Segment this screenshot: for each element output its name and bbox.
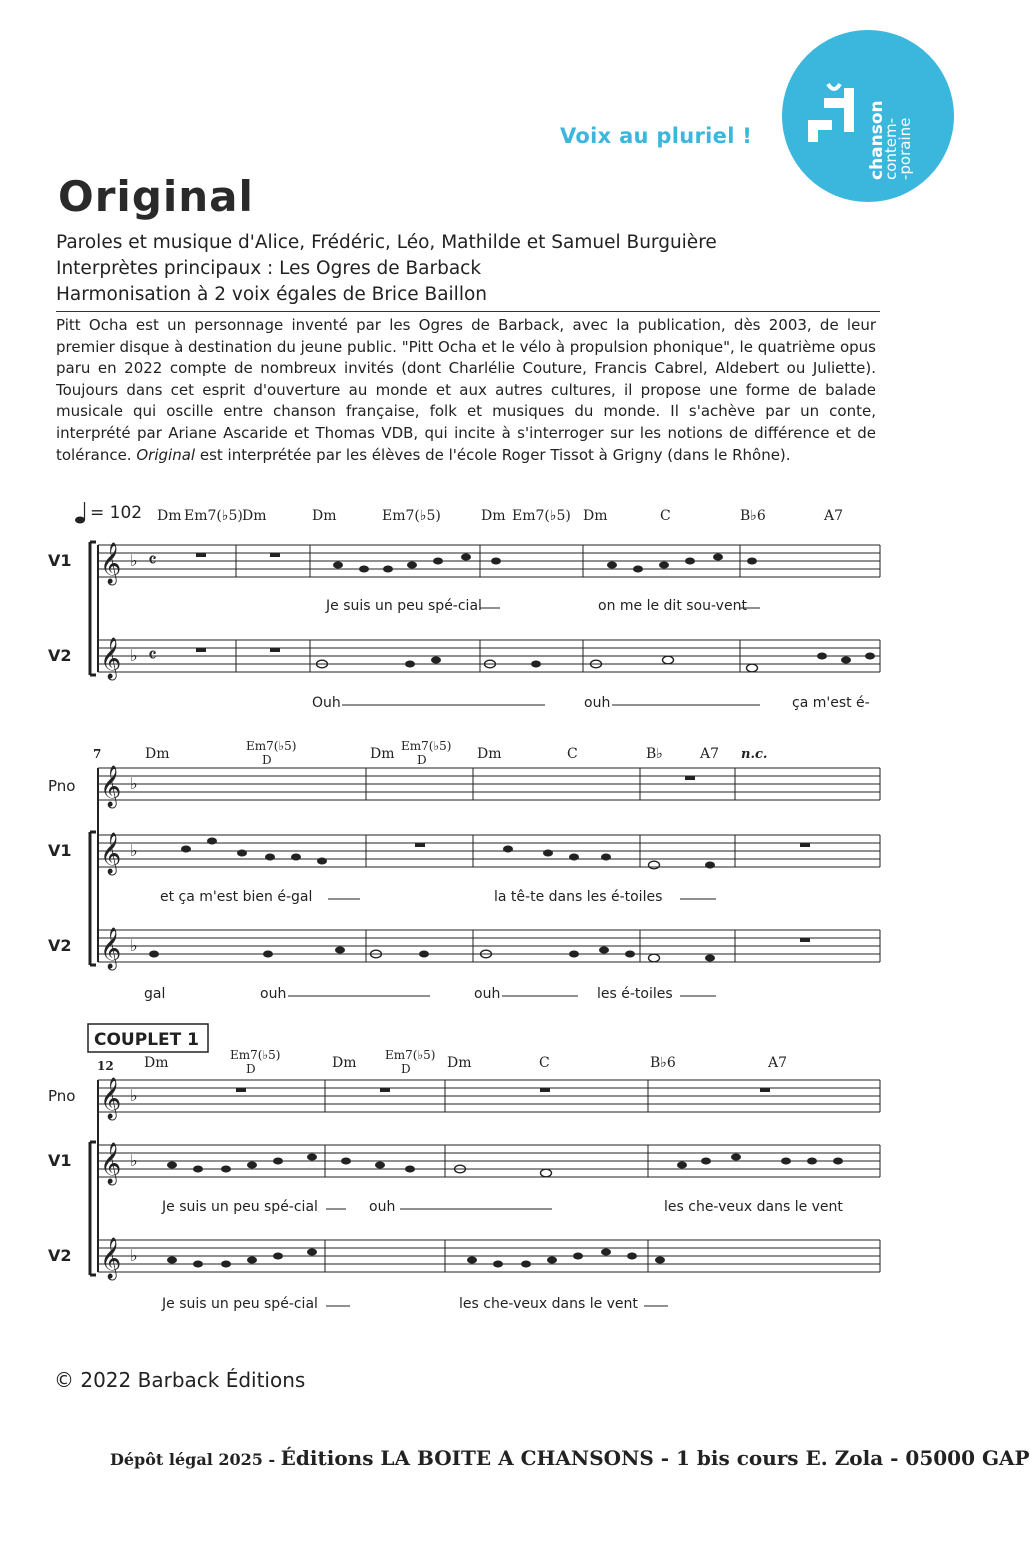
svg-text:♭: ♭ (130, 646, 138, 665)
chord: Em7(♭5) (401, 739, 452, 753)
intro-title-ref: Original (136, 445, 196, 464)
lyric: ouh (260, 986, 287, 1002)
chord: Dm (145, 746, 170, 762)
system-2 (98, 768, 880, 962)
section-couplet-1 (88, 1024, 208, 1052)
svg-text:𝄞: 𝄞 (100, 1238, 122, 1279)
staff-label-v2: V2 (48, 936, 72, 955)
lyric: Ouh (312, 695, 341, 711)
measure-number: 12 (97, 1059, 114, 1073)
svg-text:𝄴: 𝄴 (148, 548, 157, 572)
no-chord: n.c. (741, 747, 768, 762)
tagline: Voix au pluriel ! (560, 124, 753, 148)
tempo-value: = 102 (90, 503, 143, 523)
footer-publisher: Éditions LA BOITE A CHANSONS - 1 bis cours E. Zola - 05000 GAP (280, 1446, 1030, 1470)
svg-text:𝄞: 𝄞 (100, 1078, 122, 1119)
chord: A7 (700, 746, 720, 762)
svg-text:𝄞: 𝄞 (100, 833, 122, 874)
collection-badge (782, 30, 954, 202)
system-3 (98, 1080, 880, 1272)
badge-line-3: -poraine (896, 117, 914, 180)
chord: Em7(♭5) (230, 1048, 281, 1062)
chord: B♭6 (740, 508, 766, 524)
svg-text:𝄞: 𝄞 (100, 1143, 122, 1184)
staff-label-piano: Pno (48, 1087, 76, 1105)
staff-label-v1: V1 (48, 841, 72, 860)
chord: Dm (583, 508, 608, 524)
chord: C (660, 508, 671, 524)
chord: Dm (144, 1055, 169, 1071)
svg-text:♭: ♭ (130, 551, 138, 570)
lyric: les é-toiles (597, 986, 673, 1002)
chord: C (539, 1055, 550, 1071)
svg-text:♭: ♭ (130, 1086, 138, 1105)
chord: C (567, 746, 578, 762)
chord: Em7(♭5) (382, 508, 441, 524)
notes (149, 554, 875, 1268)
lyric: la tê-te dans les é-toiles (494, 889, 663, 905)
staff-label-piano: Pno (48, 777, 76, 795)
footer (110, 1446, 1030, 1470)
svg-text:♭: ♭ (130, 774, 138, 793)
badge-line-2: contem- (882, 117, 900, 180)
chord: D (417, 753, 427, 767)
lyric: Je suis un peu spé-cial (162, 1296, 318, 1312)
svg-text:𝄴: 𝄴 (148, 643, 157, 667)
section-label: COUPLET 1 (94, 1030, 199, 1050)
credits (56, 230, 717, 308)
svg-text:𝄞: 𝄞 (100, 928, 122, 969)
svg-text:♭: ♭ (130, 936, 138, 955)
lyric: ouh (584, 695, 611, 711)
svg-text:♭: ♭ (130, 841, 138, 860)
chord: D (246, 1062, 256, 1076)
intro-text-end: est interprétée par les élèves de l'école Roger Tissot à Grigny (dans le Rhône). (199, 445, 791, 464)
credit-arrangement: Harmonisation à 2 voix égales de Brice Baillon (56, 284, 488, 305)
lyric: gal (144, 986, 166, 1002)
staff-label-v1: V1 (48, 551, 72, 570)
svg-text:𝄞: 𝄞 (100, 543, 122, 584)
lyric: ouh (369, 1199, 396, 1215)
credit-performers: Interprètes principaux : Les Ogres de Barback (56, 258, 482, 279)
chord: B♭ (646, 746, 663, 762)
chord: Dm (481, 508, 506, 524)
chord: Dm (157, 508, 182, 524)
lyric: Je suis un peu spé-cial (326, 598, 482, 614)
chord: Em7(♭5) (246, 739, 297, 753)
chord: Em7(♭5) (184, 508, 243, 524)
lyric: les che-veux dans le vent (459, 1296, 638, 1312)
tempo-mark (75, 502, 142, 524)
badge-line-1: chanson (867, 100, 887, 180)
copyright: © 2022 Barback Éditions (54, 1368, 306, 1392)
lyric: et ça m'est bien é-gal (160, 889, 313, 905)
badge-text (867, 52, 914, 182)
lyric: ça m'est é- (792, 695, 870, 711)
chord: A7 (824, 508, 844, 524)
chord: D (401, 1062, 411, 1076)
chord: Dm (447, 1055, 472, 1071)
chord: Dm (370, 746, 395, 762)
chord: Dm (332, 1055, 357, 1071)
svg-text:𝄞: 𝄞 (100, 766, 122, 807)
measure-number: 7 (93, 747, 102, 761)
intro-text: Pitt Ocha est un personnage inventé par les Ogres de Barback, avec la publication, dès 2003, de leur premier disque à destination du jeune public. "Pitt Ocha et le vélo à propulsion phonique", le quatrième opus paru en 2022 compte de nombreux invités (dont Charlélie Couture, Francis Cabrel, Aldebert ou Juliette). Toujours dans cet esprit d'ouverture au monde et aux autres cultures, il propose une forme de balade musicale qui oscille entre chanson française, folk et musiques du monde. Il s'achève par un conte, interprété par Ariane Ascaride et Thomas VDB, qui incite à s'interroger sur les notions de différence et de tolérance. (56, 316, 876, 464)
chord: B♭6 (650, 1055, 676, 1071)
staff-label-v2: V2 (48, 1246, 72, 1265)
credit-lyrics-music: Paroles et musique d'Alice, Frédéric, Léo, Mathilde et Samuel Burguière (56, 232, 717, 253)
svg-text:♭: ♭ (130, 1151, 138, 1170)
intro-paragraph (56, 315, 876, 466)
staff-label-v2: V2 (48, 646, 72, 665)
lyric: ouh (474, 986, 501, 1002)
sheet-music (0, 490, 1004, 1330)
lyric: les che-veux dans le vent (664, 1199, 843, 1215)
chord: Em7(♭5) (512, 508, 571, 524)
lyric: on me le dit sou-vent (598, 598, 747, 614)
svg-text:♭: ♭ (130, 1246, 138, 1265)
chord: Em7(♭5) (385, 1048, 436, 1062)
chord: A7 (768, 1055, 788, 1071)
staff-label-v1: V1 (48, 1151, 72, 1170)
divider (56, 311, 880, 312)
footer-legal: Dépôt légal 2025 - (110, 1450, 281, 1469)
ac-logo-icon (804, 80, 864, 150)
svg-text:𝄞: 𝄞 (100, 638, 122, 679)
chord: D (262, 753, 272, 767)
chord: Dm (312, 508, 337, 524)
lyric: Je suis un peu spé-cial (162, 1199, 318, 1215)
chord: Dm (242, 508, 267, 524)
chord: Dm (477, 746, 502, 762)
song-title: Original (58, 172, 254, 221)
